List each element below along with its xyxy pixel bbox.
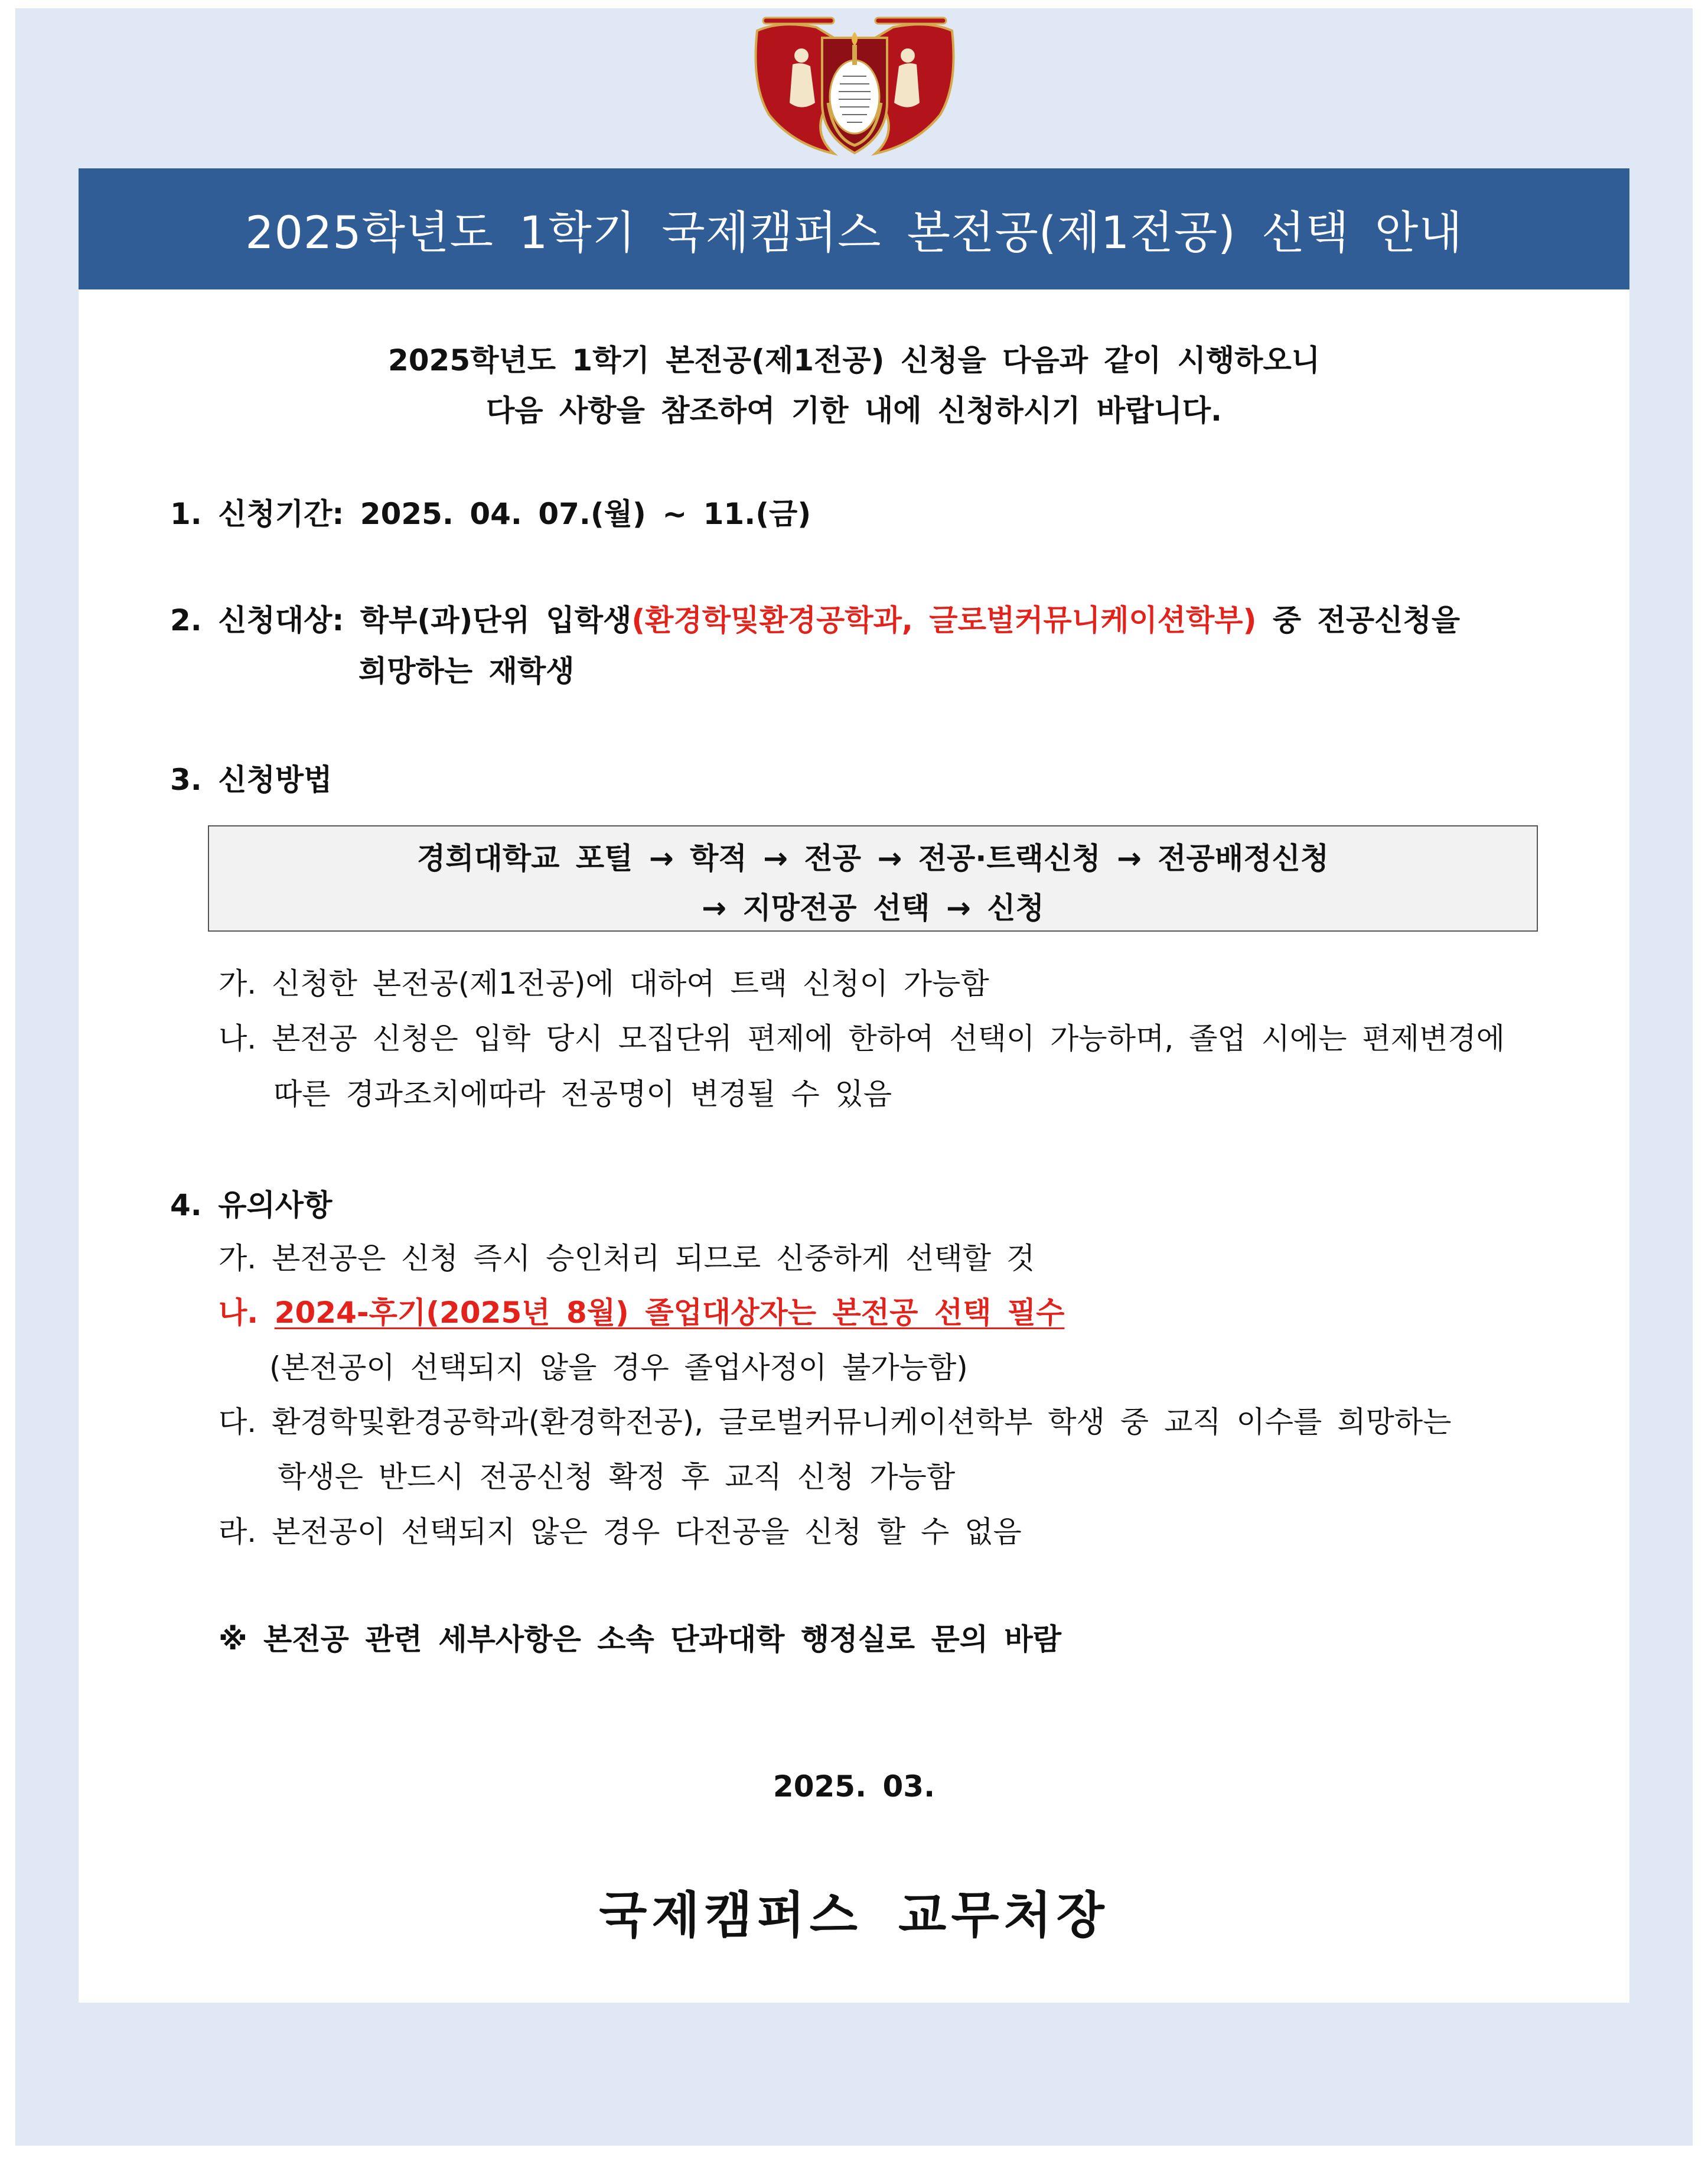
university-emblem-icon: [745, 14, 964, 160]
notes-item-na-text: 2024-후기(2025년 8월) 졸업대상자는 본전공 선택 필수: [274, 1296, 1065, 1330]
inquiry-remark: ※ 본전공 관련 세부사항은 소속 단과대학 행정실로 문의 바람: [219, 1622, 1062, 1656]
notes-item-ra: 라. 본전공이 선택되지 않은 경우 다전공을 신청 할 수 없음: [219, 1515, 1022, 1549]
portal-path-line-2: → 지망전공 선택 → 신청: [702, 891, 1044, 925]
portal-path-line-1: 경희대학교 포털 → 학적 → 전공 → 전공·트랙신청 → 전공배정신청: [416, 841, 1329, 876]
method-item-na: 나. 본전공 신청은 입학 당시 모집단위 편제에 한하여 선택이 가능하며, 졸업 시에는 편제변경에: [219, 1021, 1505, 1056]
signature: 국제캠퍼스 교무처장: [599, 1886, 1109, 1944]
notes-item-na: [219, 1289, 1064, 1332]
target-line-2: 희망하는 재학생: [358, 654, 575, 688]
target-suffix: 중 전공신청을: [1256, 603, 1461, 637]
section-period: 1. 신청기간: 2025. 04. 07.(월) ~ 11.(금): [170, 497, 811, 531]
intro-line-2: 다음 사항을 참조하여 기한 내에 신청하시기 바랍니다.: [485, 393, 1223, 428]
notes-item-na-sub: (본전공이 선택되지 않을 경우 졸업사정이 불가능함): [269, 1350, 968, 1385]
notes-item-na-marker: 나.: [219, 1296, 259, 1330]
portal-path-box: [208, 825, 1538, 932]
target-prefix: 2. 신청대상: 학부(과)단위 입학생: [170, 603, 632, 637]
section-notes-heading: 4. 유의사항: [170, 1188, 333, 1222]
target-highlight: (환경학및환경공학과, 글로벌커뮤니케이션학부): [631, 603, 1257, 637]
section-method-heading: 3. 신청방법: [170, 763, 333, 797]
notes-item-da-1: 다. 환경학및환경공학과(환경학전공), 글로벌커뮤니케이션학부 학생 중 교직 이수를 희망하는: [219, 1405, 1452, 1439]
title-bar: [79, 168, 1629, 289]
page-title: 2025학년도 1학기 국제캠퍼스 본전공(제1전공) 선택 안내: [245, 206, 1463, 259]
notice-body: [79, 289, 1629, 2003]
notes-item-ga: 가. 본전공은 신청 즉시 승인처리 되므로 신중하게 선택할 것: [219, 1241, 1035, 1275]
notes-item-da-2: 학생은 반드시 전공신청 확정 후 교직 신청 가능함: [278, 1460, 956, 1494]
section-target: [170, 597, 1460, 639]
notice-date: 2025. 03.: [772, 1769, 936, 1804]
method-item-ga: 가. 신청한 본전공(제1전공)에 대하여 트랙 신청이 가능함: [219, 966, 989, 1001]
method-item-na-cont: 따른 경과조치에따라 전공명이 변경될 수 있음: [273, 1077, 892, 1111]
intro-line-1: 2025학년도 1학기 본전공(제1전공) 신청을 다음과 같이 시행하오니: [387, 343, 1321, 377]
